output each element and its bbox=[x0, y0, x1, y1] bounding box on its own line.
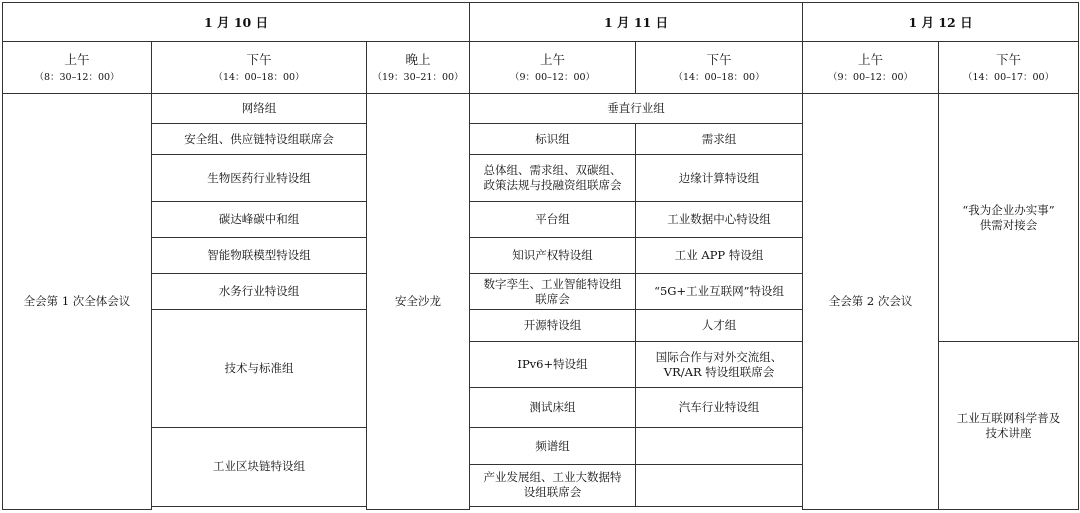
session-line: 国际合作与对外交流组、 bbox=[655, 349, 783, 364]
slot-name: 下午 bbox=[996, 51, 1022, 67]
slot-time: （9：00–12：00） bbox=[510, 71, 596, 83]
session-cell: 垂直行业组 bbox=[470, 94, 803, 124]
slot-jan11-afternoon bbox=[636, 42, 803, 94]
session-cell: IPv6+特设组 bbox=[470, 342, 636, 388]
session-line: 政策法规与投融资组联席会 bbox=[483, 178, 622, 192]
slot-time: （9：00–12：00） bbox=[828, 71, 914, 83]
slot-jan12-morning bbox=[803, 42, 939, 94]
session-cell: 工业数据中心特设组 bbox=[636, 202, 803, 238]
slot-name: 上午 bbox=[540, 51, 566, 67]
slot-time: （14：00–18：00） bbox=[673, 71, 765, 83]
session-cell bbox=[636, 428, 803, 465]
session-line: 工业互联网科学普及 bbox=[956, 410, 1061, 425]
slot-jan10-afternoon bbox=[152, 42, 367, 94]
session-line: 供需对接会 bbox=[979, 217, 1038, 232]
session-cell: 需求组 bbox=[636, 124, 803, 155]
security-salon: 安全沙龙 bbox=[367, 94, 470, 510]
session-cell: 智能物联模型特设组 bbox=[152, 238, 367, 274]
session-cell bbox=[470, 465, 636, 507]
session-cell: 标识组 bbox=[470, 124, 636, 155]
plenary-session-2: 全会第 2 次会议 bbox=[803, 94, 939, 510]
slot-jan11-morning bbox=[470, 42, 636, 94]
day-header-jan-11: 1 月 11 日 bbox=[470, 3, 803, 42]
session-cell: 网络组 bbox=[152, 94, 367, 124]
session-cell bbox=[939, 342, 1079, 510]
session-cell bbox=[939, 94, 1079, 342]
session-cell: 碳达峰碳中和组 bbox=[152, 202, 367, 238]
session-line: 设组联席会 bbox=[523, 485, 582, 500]
slot-name: 下午 bbox=[246, 51, 272, 67]
session-cell: 工业 APP 特设组 bbox=[636, 238, 803, 274]
slot-time: （19：30–21：00） bbox=[372, 71, 464, 83]
meeting-schedule-table bbox=[2, 2, 1079, 510]
plenary-session-1: 全会第 1 次全体会议 bbox=[3, 94, 152, 510]
slot-jan10-morning bbox=[3, 42, 152, 94]
session-cell: 水务行业特设组 bbox=[152, 274, 367, 310]
session-cell: 汽车行业特设组 bbox=[636, 388, 803, 428]
session-cell bbox=[636, 465, 803, 507]
session-cell: 频谱组 bbox=[470, 428, 636, 465]
slot-jan12-afternoon bbox=[939, 42, 1079, 94]
session-line: 产业发展组、工业大数据特 bbox=[483, 470, 622, 485]
session-line: “我为企业办实事” bbox=[962, 202, 1055, 217]
session-cell: 人才组 bbox=[636, 310, 803, 342]
slot-time: （14：00–18：00） bbox=[213, 71, 305, 83]
session-line: 技术讲座 bbox=[985, 425, 1032, 440]
session-cell: 技术与标准组 bbox=[152, 310, 367, 428]
session-cell: “5G+工业互联网”特设组 bbox=[636, 274, 803, 310]
slot-name: 晚上 bbox=[405, 51, 431, 67]
session-cell: 开源特设组 bbox=[470, 310, 636, 342]
session-line: VR/AR 特设组联席会 bbox=[663, 364, 775, 379]
session-line: 数字孪生、工业智能特设组 bbox=[483, 276, 622, 291]
day-header-jan-12: 1 月 12 日 bbox=[803, 3, 1079, 42]
session-line: 总体组、需求组、双碳组、 bbox=[483, 163, 622, 177]
slot-time: （8：30–12：00） bbox=[34, 71, 120, 83]
day-header-jan-10: 1 月 10 日 bbox=[3, 3, 470, 42]
session-cell bbox=[470, 155, 636, 202]
slot-name: 上午 bbox=[64, 51, 90, 67]
slot-name: 下午 bbox=[706, 51, 732, 67]
session-cell: 工业区块链特设组 bbox=[152, 428, 367, 507]
session-cell: 测试床组 bbox=[470, 388, 636, 428]
session-cell bbox=[636, 342, 803, 388]
slot-name: 上午 bbox=[858, 51, 884, 67]
session-cell bbox=[470, 274, 636, 310]
slot-jan10-evening bbox=[367, 42, 470, 94]
session-cell: 平台组 bbox=[470, 202, 636, 238]
session-cell: 生物医药行业特设组 bbox=[152, 155, 367, 202]
session-cell: 边缘计算特设组 bbox=[636, 155, 803, 202]
session-cell: 安全组、供应链特设组联席会 bbox=[152, 124, 367, 155]
session-cell: 知识产权特设组 bbox=[470, 238, 636, 274]
slot-time: （14：00–17：00） bbox=[962, 71, 1055, 83]
session-line: 联席会 bbox=[535, 291, 570, 306]
